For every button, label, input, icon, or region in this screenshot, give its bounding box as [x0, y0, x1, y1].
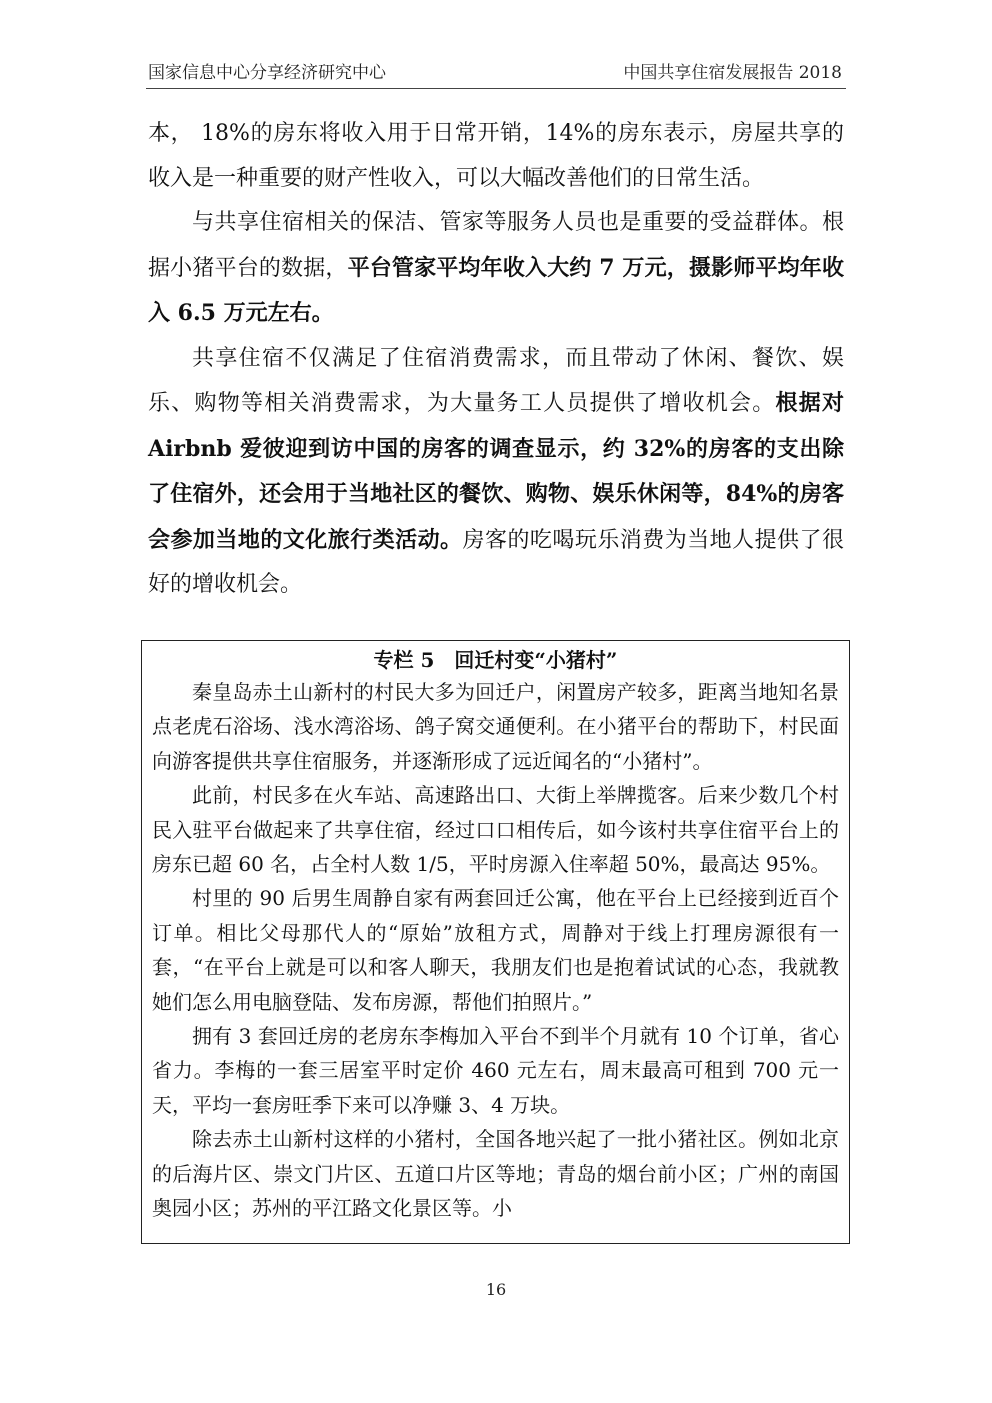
column-paragraph-2: 此前，村民多在火车站、高速路出口、大街上举牌揽客。后来少数几个村民入驻平台做起来了共享住宿，经过口口相传后，如今该村共享住宿平台上的房东已超 60 名，占全村人数 1/5，平时房源入住率超 50%，最高达 95%。 [152, 783, 839, 877]
paragraph-3-text: 共享住宿不仅满足了住宿消费需求，而且带动了休闲、餐饮、娱乐、购物等相关消费需求，为大量务工人员提供了增收机会。 [148, 345, 844, 416]
header-divider [146, 88, 846, 89]
column-box [141, 640, 850, 1244]
paragraph-2-bold: 平台管家平均年收入大约 7 万元，摄影师平均年收入 6.5 万元左右。 [148, 254, 844, 326]
page-number: 16 [485, 1280, 507, 1299]
column-paragraph-1: 秦皇岛赤土山新村的村民大多为回迁户，闲置房产较多，距离当地知名景点老虎石浴场、浅水湾浴场、鸽子窝交通便利。在小猪平台的帮助下，村民面向游客提供共享住宿服务，并逐渐形成了远近闻名的“小猪村”。 [152, 680, 839, 773]
paragraph-2-text: 与共享住宿相关的保洁、管家等服务人员也是重要的受益群体。根据小猪平台的数据， [148, 210, 844, 281]
paragraph-3-bold: 根据对 Airbnb 爱彼迎到访中国的房客的调查显示，约 32%的房客的支出除了住宿外，还会用于当地社区的餐饮、购物、娱乐休闲等，84%的房客会参加当地的文化旅行类活动。 [148, 390, 844, 553]
paragraph-3 [148, 337, 844, 608]
column-box-title: 专栏 5 回迁村变“小猪村” [373, 648, 618, 672]
column-paragraph-3: 村里的 90 后男生周静自家有两套回迁公寓，他在平台上已经接到近百个订单。相比父母那代人的“原始”放租方式，周静对于线上打理房源很有一套，“在平台上就是可以和客人聊天，我朋友们也是抱着试试的心态，我就教她们怎么用电脑登陆、发布房源，帮他们拍照片。” [152, 886, 839, 1014]
header-left: 国家信息中心分享经济研究中心 [148, 63, 386, 83]
paragraph-2 [148, 201, 844, 337]
paragraph-3-tail: 房客的吃喝玩乐消费为当地人提供了很好的增收机会。 [148, 527, 844, 597]
header-right: 中国共享住宿发展报告 2018 [623, 63, 842, 83]
paragraph-1: 本， 18%的房东将收入用于日常开销，14%的房东表示，房屋共享的收入是一种重要的财产性收入，可以大幅改善他们的日常生活。 [148, 121, 844, 191]
column-paragraph-5: 除去赤土山新村这样的小猪村，全国各地兴起了一批小猪社区。例如北京的后海片区、崇文门片区、五道口片区等地；青岛的烟台前小区；广州的南国奥园小区；苏州的平江路文化景区等。小 [152, 1127, 839, 1221]
column-paragraph-4: 拥有 3 套回迁房的老房东李梅加入平台不到半个月就有 10 个订单，省心省力。李梅的一套三居室平时定价 460 元左右，周末最高可租到 700 元一天，平均一套房旺季下来可以净赚 3、4 万块。 [152, 1024, 839, 1117]
main-text [148, 112, 844, 608]
